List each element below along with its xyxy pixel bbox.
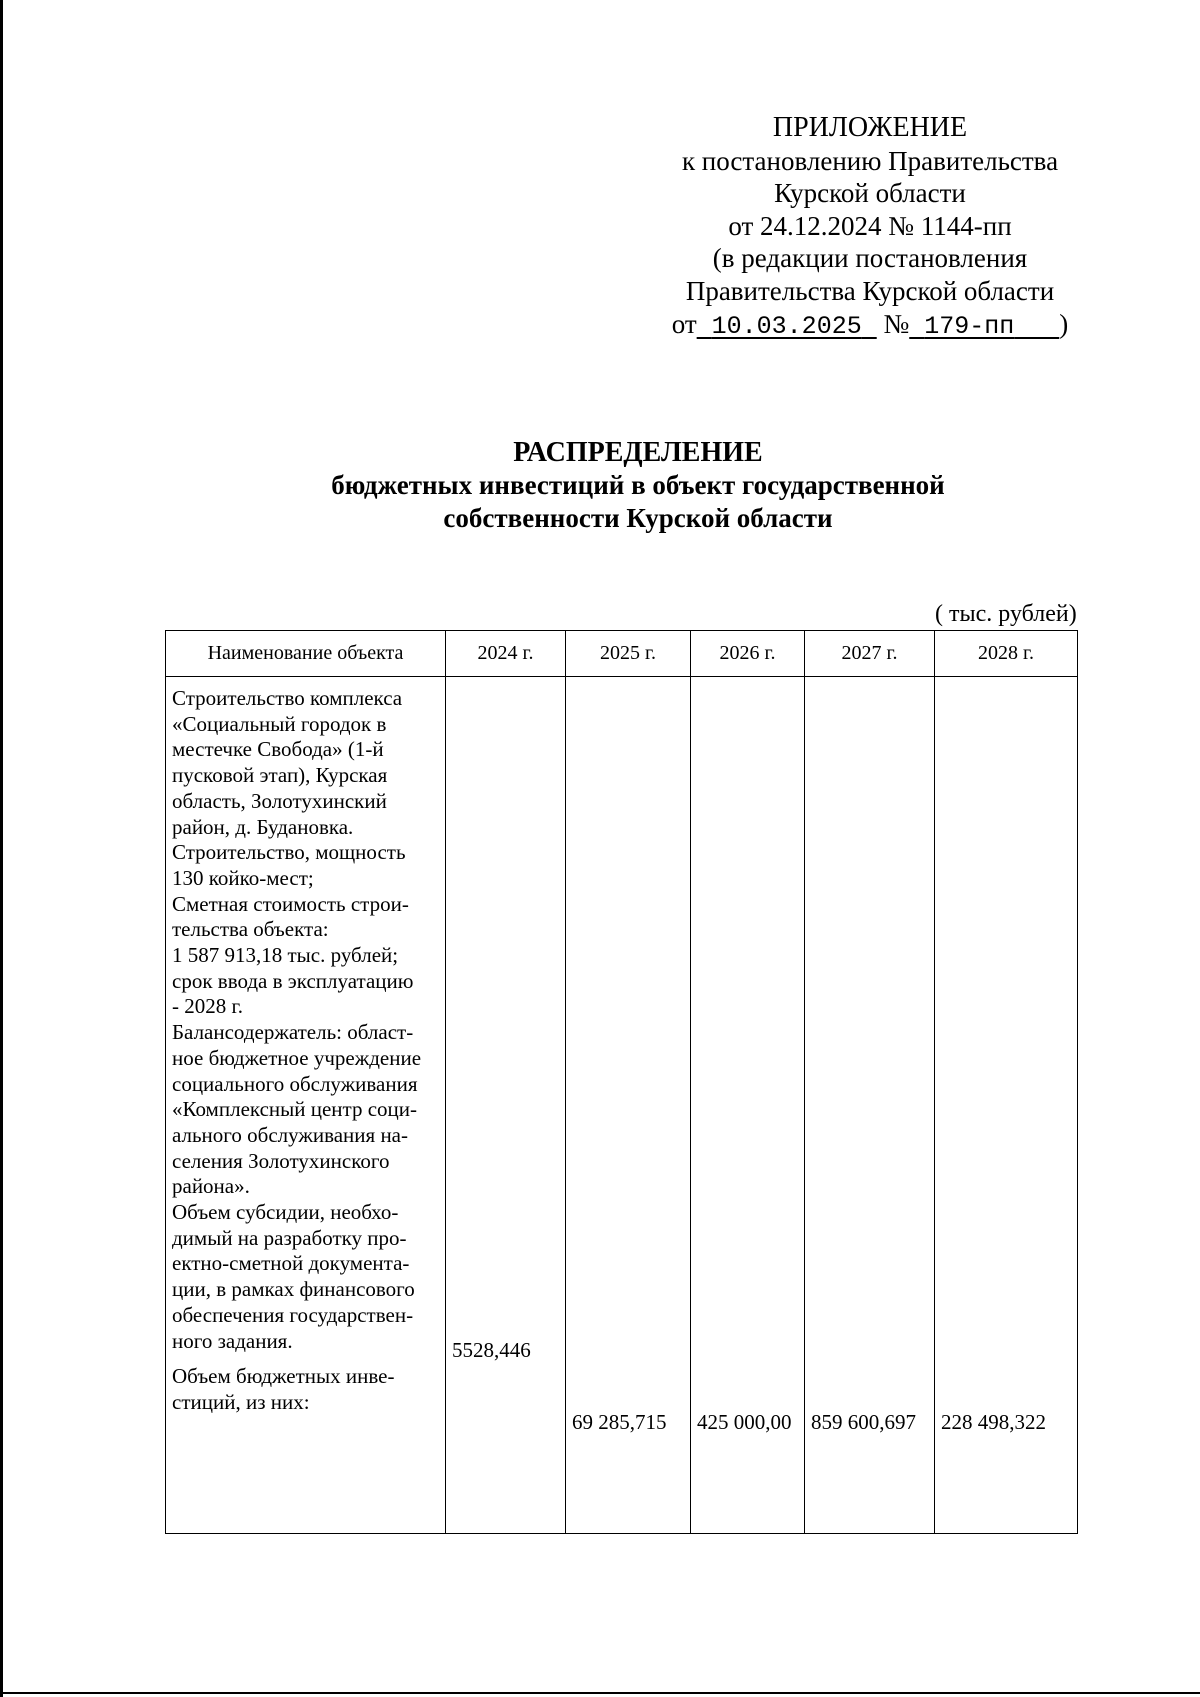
object-line: тельства объекта: [172, 917, 329, 942]
header-2027: 2027 г. [805, 631, 935, 677]
object-line: Балансодержатель: област- [172, 1020, 414, 1045]
object-line: социального обслуживания [172, 1071, 418, 1096]
table-row [166, 677, 1078, 1534]
object-line: района». [172, 1174, 250, 1199]
object-description-cell [166, 677, 446, 1534]
object-line: пусковой этап), Курская [172, 763, 388, 788]
appendix-line-5: Правительства Курской области [685, 275, 1055, 306]
investment-value-2027: 859 600,697 [811, 1410, 916, 1434]
header-2026: 2026 г. [691, 631, 805, 677]
subsidy-value-2024: 5528,446 [452, 1338, 531, 1362]
investment-value-2028: 228 498,322 [941, 1410, 1046, 1434]
investment-line: стиций, из них: [172, 1389, 310, 1414]
object-line: область, Золотухинский [172, 788, 387, 813]
subsidy-line: ции, в рамках финансового [172, 1277, 415, 1302]
title-main: РАСПРЕДЕЛЕНИЕ [513, 437, 763, 468]
amendment-line [640, 308, 1100, 344]
appendix-heading: ПРИЛОЖЕНИЕ [772, 112, 968, 143]
amendment-date: 10.03.2025 [711, 311, 862, 341]
object-line: ального обслуживания на- [172, 1122, 408, 1147]
units-label: ( тыс. рублей) [935, 601, 1077, 627]
subsidy-line: Объем субсидии, необхо- [172, 1200, 399, 1225]
subsidy-line: ектно-сметной документа- [172, 1251, 410, 1276]
object-line: Строительство комплекса [172, 686, 403, 710]
investment-value-2025: 69 285,715 [572, 1410, 667, 1434]
amendment-prefix: от [671, 308, 697, 339]
appendix-line-3: от 24.12.2024 № 1144-пп [728, 210, 1012, 241]
appendix-line-4: (в редакции постановления [712, 243, 1028, 274]
header-2028: 2028 г. [935, 631, 1078, 677]
object-line: район, д. Будановка. [172, 814, 354, 839]
subsidy-line: димый на разработку про- [172, 1225, 407, 1250]
amendment-suffix: ) [1059, 308, 1069, 339]
scan-bottom-edge [0, 1692, 1200, 1694]
title-line-3: собственности Курской области [443, 503, 833, 533]
investment-table [165, 630, 1078, 1534]
header-2025: 2025 г. [566, 631, 691, 677]
object-line: 1 587 913,18 тыс. рублей; [172, 943, 399, 968]
subsidy-line: обеспечения государствен- [172, 1302, 414, 1327]
appendix-block [640, 112, 1100, 343]
title-line-2: бюджетных инвестиций в объект государственной [331, 470, 945, 500]
subsidy-line: ного задания. [172, 1328, 293, 1353]
appendix-line-1: к постановлению Правительства [681, 145, 1059, 176]
appendix-line-2: Курской области [774, 178, 966, 209]
object-line: «Социальный городок в [172, 711, 387, 736]
object-line: местечке Свобода» (1-й [172, 737, 384, 762]
object-line: - 2028 г. [172, 994, 243, 1019]
object-line: Сметная стоимость строи- [172, 891, 409, 916]
object-line: Строительство, мощность [172, 840, 406, 865]
cell-2024 [446, 677, 566, 1534]
cell-2026 [691, 677, 805, 1534]
amendment-number: 179-пп [924, 311, 1015, 341]
spacer [172, 1354, 439, 1364]
document-title [200, 436, 1076, 535]
object-line: 130 койко-мест; [172, 865, 314, 890]
investment-line: Объем бюджетных инве- [172, 1364, 395, 1389]
header-2024: 2024 г. [446, 631, 566, 677]
object-line: срок ввода в эксплуатацию [172, 968, 414, 993]
object-line: селения Золотухинского [172, 1148, 390, 1173]
cell-2028 [935, 677, 1078, 1534]
object-line: ное бюджетное учреждение [172, 1045, 422, 1070]
header-object-name: Наименование объекта [166, 631, 446, 677]
cell-2027 [805, 677, 935, 1534]
table-header-row [166, 631, 1078, 677]
investment-value-2026: 425 000,00 [697, 1410, 792, 1434]
amendment-number-sign: № [883, 308, 910, 339]
cell-2025 [566, 677, 691, 1534]
scan-left-edge [0, 0, 3, 1697]
object-line: «Комплексный центр соци- [172, 1097, 417, 1122]
